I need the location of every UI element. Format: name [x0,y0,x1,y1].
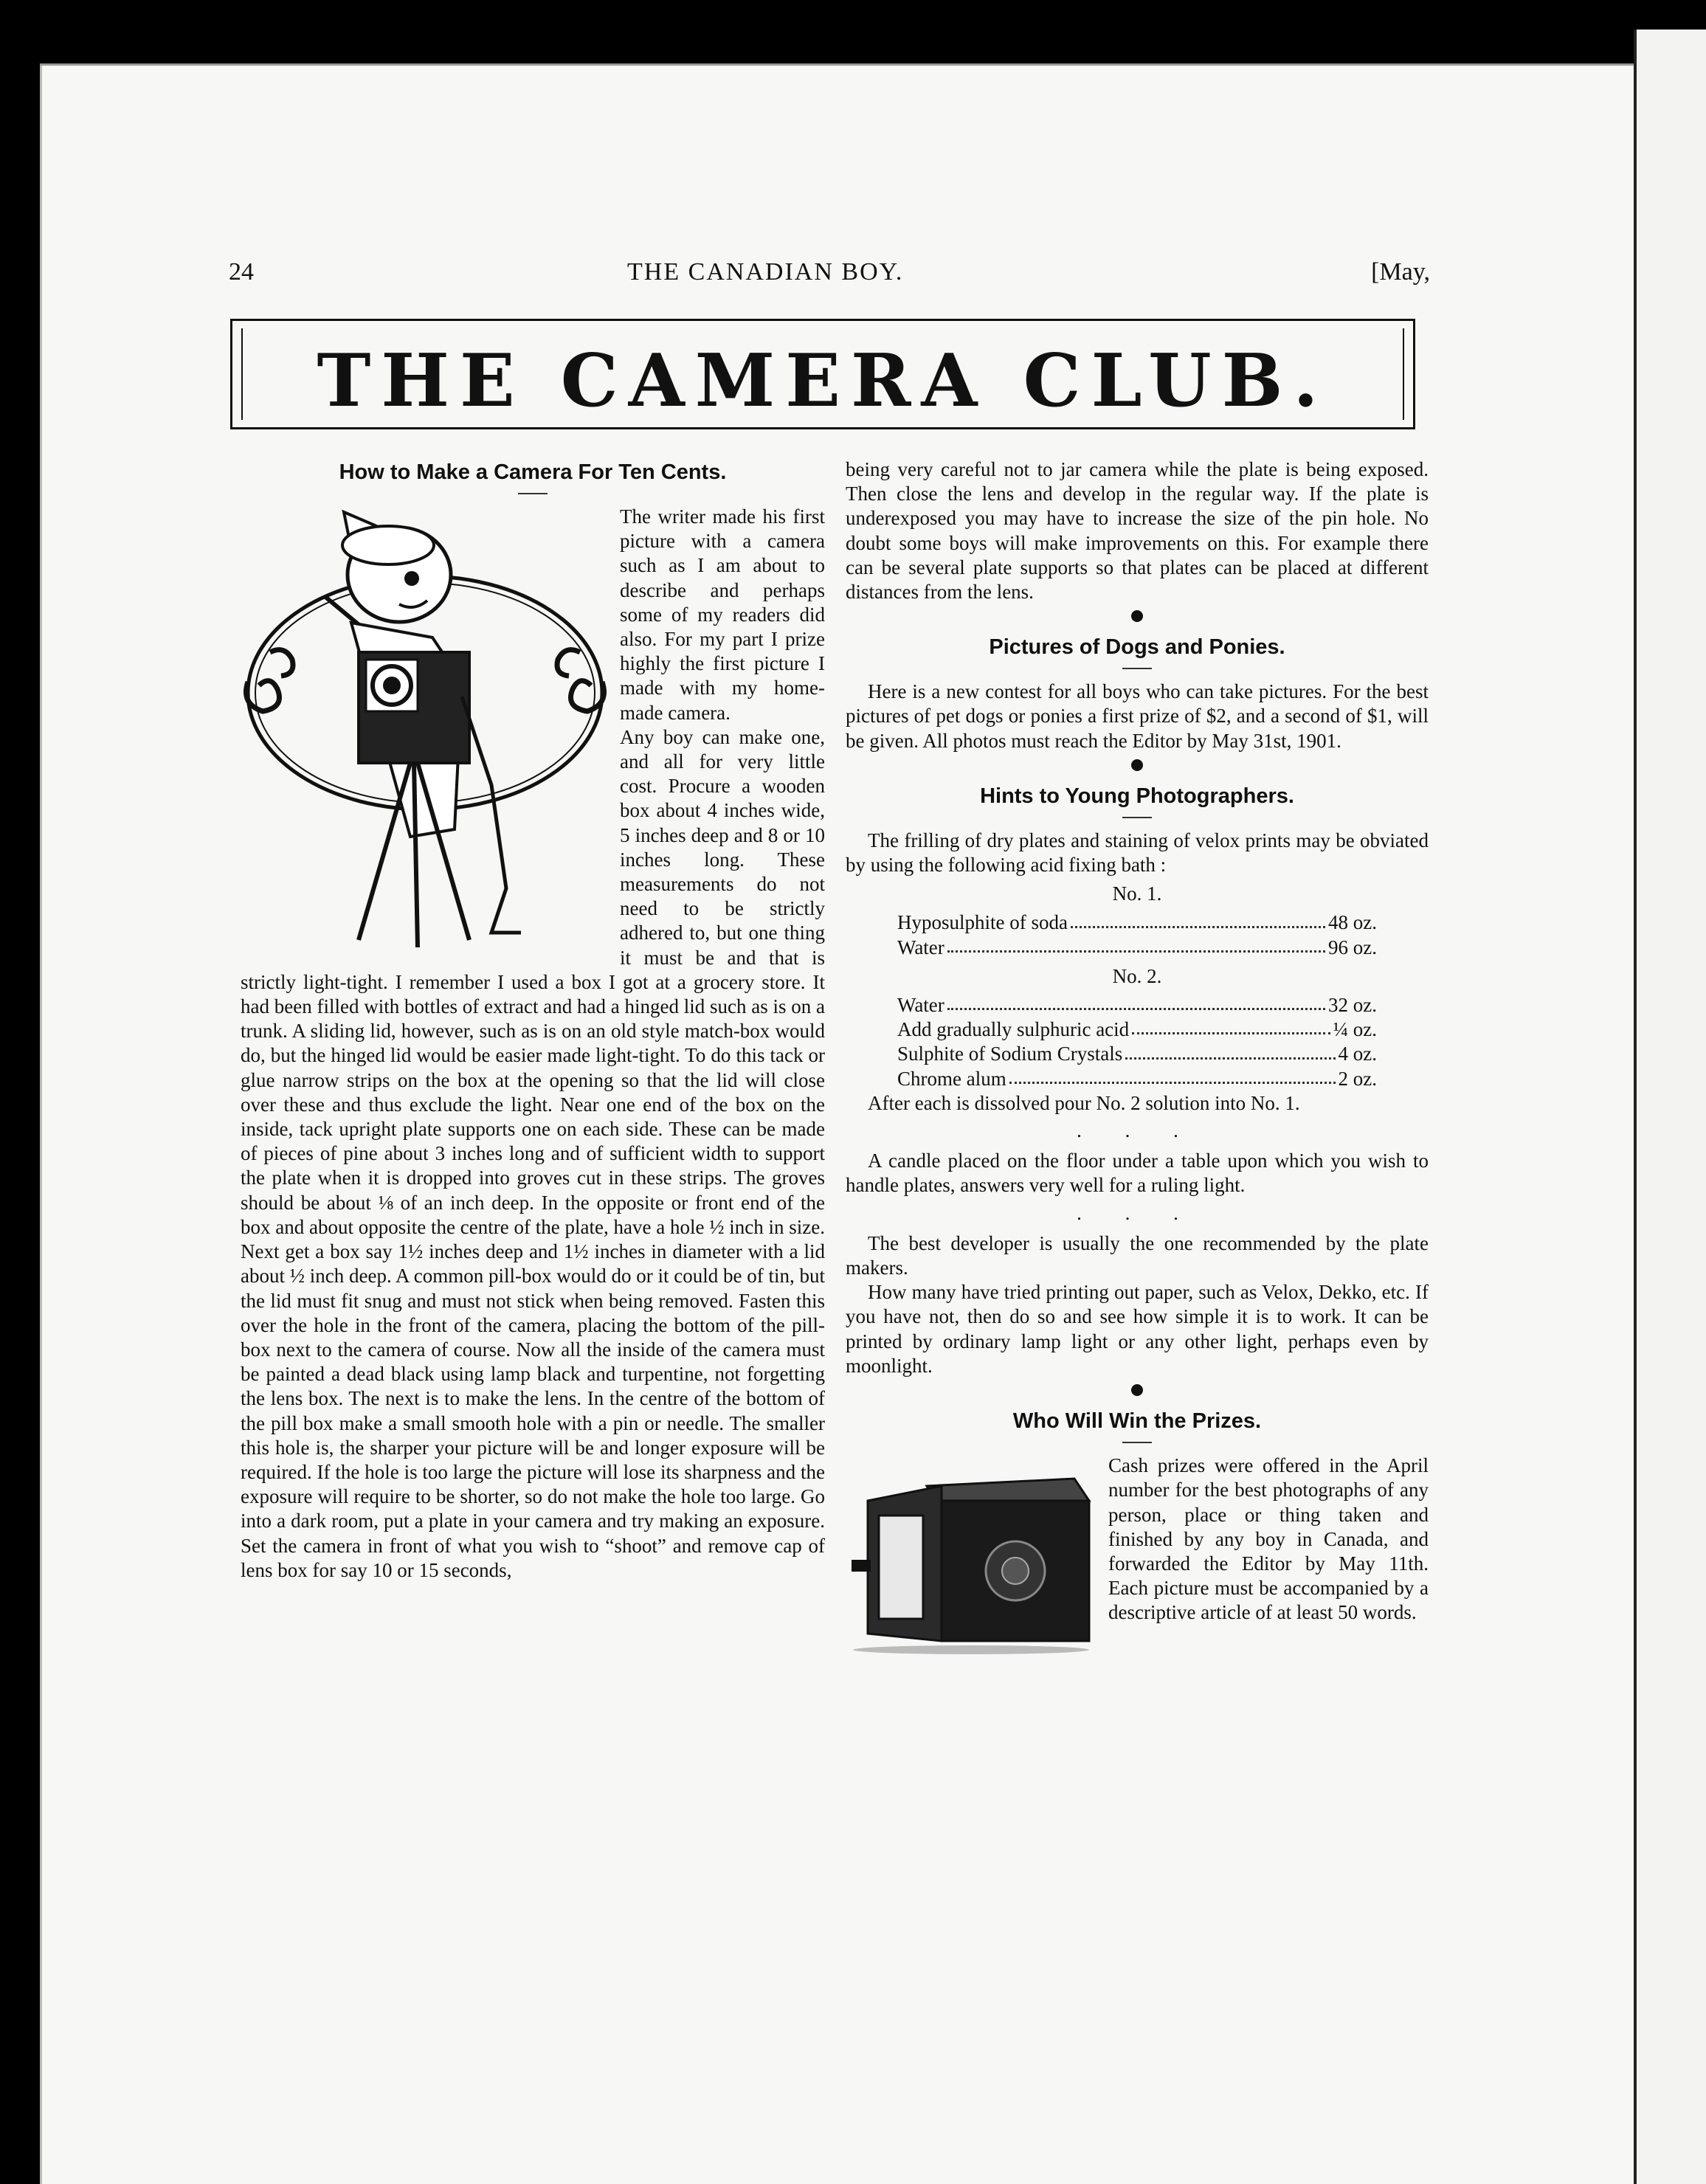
separator-dots: . . . [1077,1201,1198,1224]
formula-item: Sulphite of Sodium Crystals [897,1043,1123,1065]
article-heading-dogs: Pictures of Dogs and Ponies. [989,635,1285,660]
heading-rule [518,493,548,494]
formula-1-title: No. 1. [1112,882,1162,905]
formula-quantity: 2 oz. [1338,1067,1377,1090]
article-body-prizes: Cash prizes were offered in the April number for the best photographs of any person, place or thing taken and finished by any boy in Canada, and forwarded the Editor by May 11th. Each picture must be accompanied by a descriptive article of at least 50 words. [1108,1454,1429,1624]
facing-page-edge [1634,30,1706,2184]
article-heading-prizes: Who Will Win the Prizes. [1012,1409,1262,1434]
formula-item: Hyposulphite of soda [897,911,1068,934]
running-month: [May, [1371,258,1430,286]
left-column [241,457,825,1583]
running-title: THE CANADIAN BOY. [627,258,904,286]
formula-quantity: 48 oz. [1328,911,1377,934]
formula-item: Add gradually sulphuric acid [897,1018,1130,1041]
article-heading-hints: Hints to Young Photographers. [980,784,1294,808]
running-head [229,258,1430,295]
section-bullet [1131,1384,1143,1396]
formula-2-title: No. 2. [1112,964,1162,987]
formula-row [897,1017,1377,1042]
formula-row [897,1042,1377,1066]
masthead-title: THE CAMERA CLUB. [317,339,1329,424]
hints-after: After each is dissolved pour No. 2 solution into No. 1. [868,1091,1300,1114]
heading-rule [1122,668,1152,669]
formula-quantity: 96 oz. [1328,936,1377,958]
page-number: 24 [229,258,254,286]
section-bullet [1131,759,1143,771]
article-continued-camera: being very careful not to jar camera while the plate is being exposed. Then close the lens and develop in the regular way. If the plate is underexposed you may have to increase the size of the pin hole. No doubt some boys will make improvements on this. For example there can be several plate supports so that plates can be placed at different distances from the lens. [846,458,1429,604]
formula-row [897,993,1377,1017]
formula-row [897,936,1377,960]
section-bullet [1131,610,1143,622]
formula-row [897,910,1377,935]
page-top-edge [40,63,1634,66]
formula-row [897,1067,1377,1091]
formula-item: Chrome alum [897,1067,1006,1090]
section-masthead [230,319,1415,429]
article-intro-camera: The writer made his first picture with a camera such as I am about to describe and perhaps some of my readers did also. For my part I prize highly the first picture I made with my home-made camera. [620,505,825,724]
hints-developer: The best developer is usually the one recommended by the plate makers. [846,1231,1429,1279]
formula-quantity: 32 oz. [1328,994,1377,1017]
boy-with-camera-illustration [241,505,609,955]
separator-dots: . . . [1077,1119,1198,1142]
hints-printing: How many have tried printing out paper, such as Velox, Dekko, etc. If you have not, then do so and see how simple it is to work. It can be printed by ordinary lamp light or any other light, perhaps even by moonlight. [846,1281,1429,1377]
article-heading-camera: How to Make a Camera For Ten Cents. [339,460,727,484]
formula-item: Water [897,994,944,1017]
hints-candle: A candle placed on the floor under a table upon which you wish to handle plates, answers very well for a ruling light. [846,1150,1429,1197]
heading-rule [1122,1442,1152,1443]
box-camera-illustration [846,1456,1097,1656]
formula-quantity: 4 oz. [1338,1043,1377,1065]
right-column [846,457,1429,1656]
formula-quantity: ¼ oz. [1333,1018,1377,1041]
heading-rule [1122,817,1152,818]
article-body-camera: Any boy can make one, and all for very little cost. Procure a wooden box about 4 inches wide, 5 inches deep and 8 or 10 inches long. These measurements do not need to be strictly adhered to, but one thing it must be and that is strictly light-tight. I remember I used a box I got at a grocery store. It had been filled with bottles of extract and had a hinged lid such as is on a trunk. A sliding lid, however, such as is on an old style match-box would do, but the hinged lid would be easier made light-tight. To do this tack or glue narrow strips on the box at the opening so that the lid will close over these and thus exclude the light. Near one end of the box on the inside, tack upright plate supports one on each side. These can be made of pieces of pine about 3 inches long and of sufficient width to support the plate when it is dropped into groves cut in these strips. The groves should be about ⅛ of an inch deep. In the opposite or front end of the box and about opposite the centre of the plate, have a hole ½ inch in size. Next get a box say 1½ inches deep and 1½ inches in diameter with a lid about ½ inch deep. A common pill-box would do or it could be of tin, but the lid must fit snug and must not stick when being removed. Fasten this over the hole in the front of the camera, placing the bottom of the pill-box next to the camera of course. Now all the inside of the camera must be painted a dead black using lamp black and turpentine, not forgetting the lens box. The next is to make the lens. In the centre of the bottom of the pill box make a small smooth hole with a pin or needle. The smaller this hole is, the sharper your picture will be and longer exposure will be required. If the hole is too large the picture will lose its sharpness and the exposure will require to be shorter, so do not make the hole too large. Go into a dark room, put a plate in your camera and try making an exposure. Set the camera in front of what you wish to “shoot” and remove cap of lens box for say 10 or 15 seconds, [241,725,825,1581]
article-body-dogs: Here is a new contest for all boys who can take pictures. For the best pictures of pet dogs or ponies a first prize of $2, and a second of $1, will be given. All photos must reach the Editor by May 31st, 1901. [846,680,1429,752]
hints-intro: The frilling of dry plates and staining of velox prints may be obviated by using the following acid fixing bath : [846,829,1429,877]
formula-item: Water [897,936,944,958]
